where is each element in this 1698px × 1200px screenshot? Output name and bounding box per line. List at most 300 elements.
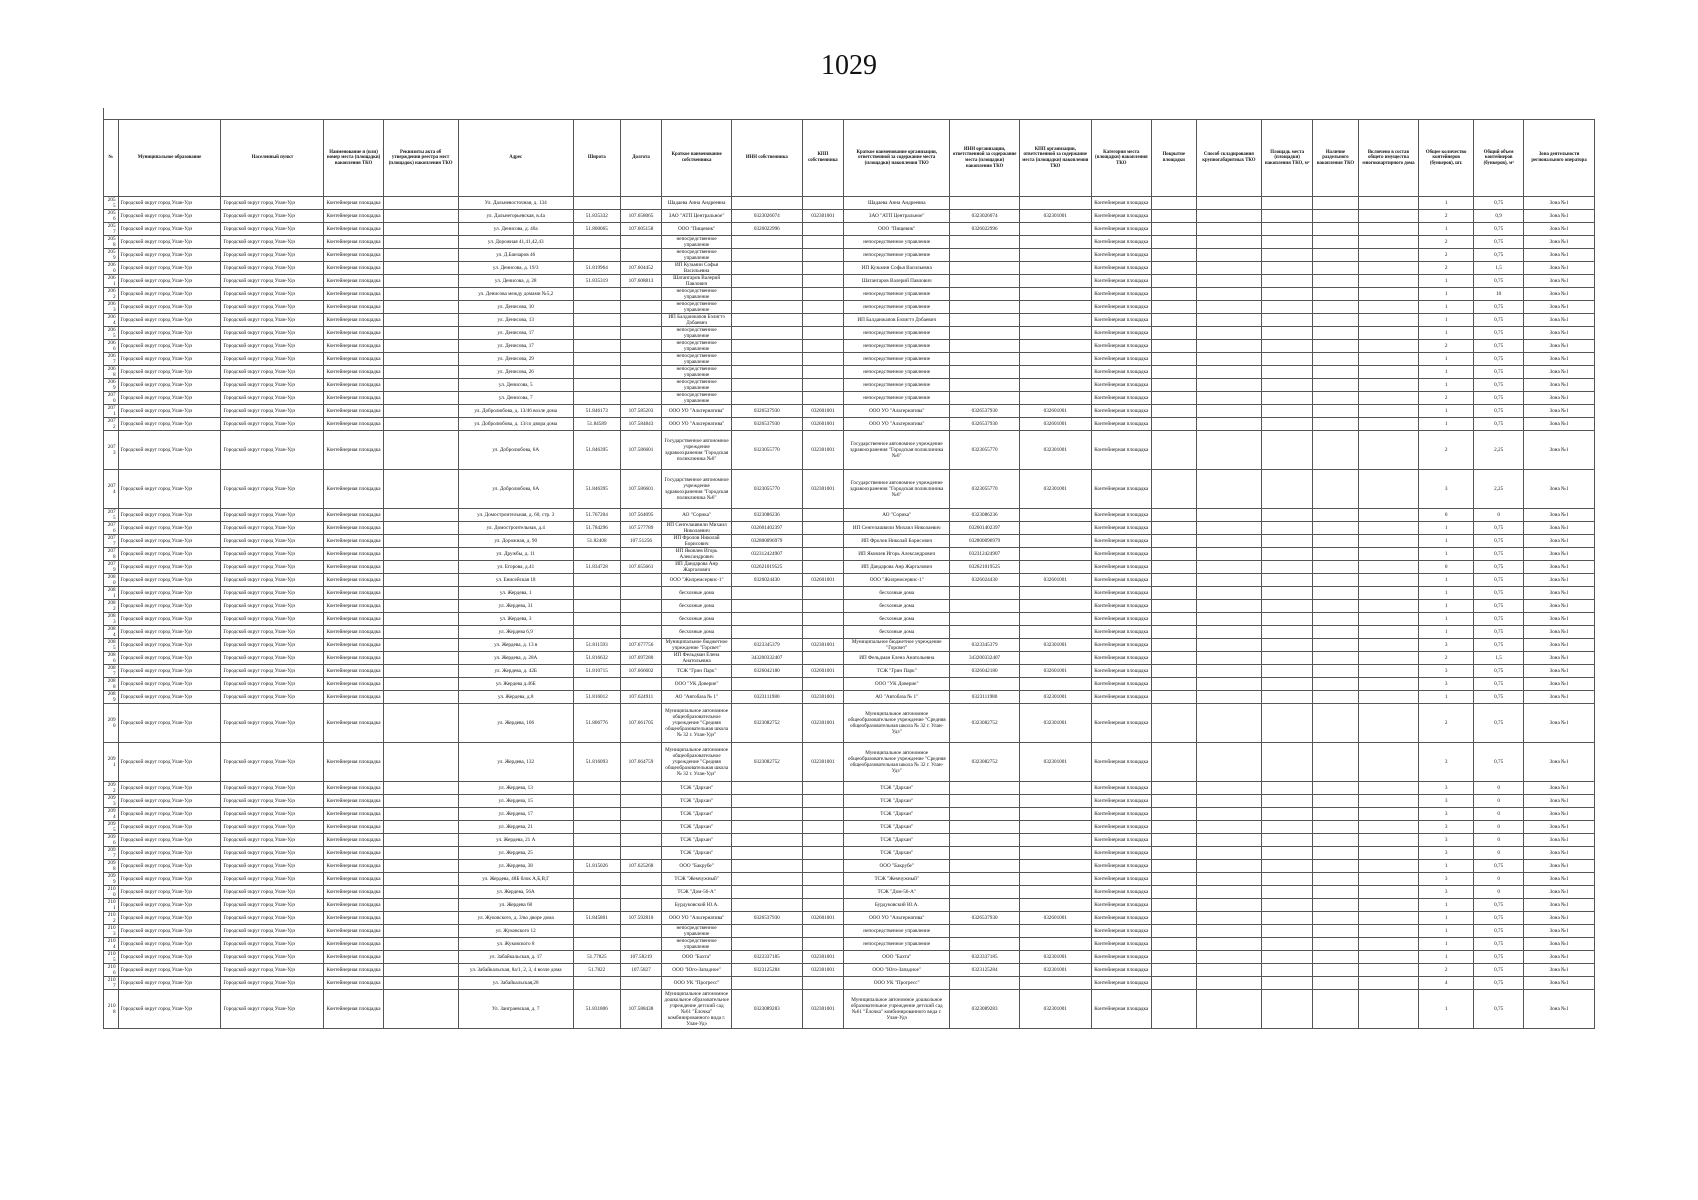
table-cell: Городской округ город Улан-Удэ <box>118 301 221 314</box>
table-cell <box>1196 899 1262 912</box>
table-cell: 1 <box>1419 379 1474 392</box>
table-cell: Городской округ город Улан-Удэ <box>118 925 221 938</box>
table-cell: 2 <box>1419 652 1474 665</box>
table-cell <box>383 405 458 418</box>
table-row <box>104 548 1595 561</box>
table-cell: 0 <box>1474 782 1524 795</box>
table-cell: 2099 <box>104 873 119 886</box>
table-cell: 0323345379 <box>950 639 1020 652</box>
table-cell: Городской округ город Улан-Удэ <box>221 912 324 925</box>
table-cell: Контейнерная площадка <box>324 509 383 522</box>
table-cell: ул. Денисова, 13 <box>458 314 573 327</box>
table-cell: Зона №1 <box>1524 223 1595 236</box>
table-cell <box>1262 938 1313 951</box>
table-cell: 0,75 <box>1474 938 1524 951</box>
table-cell: 032621019525 <box>731 561 802 574</box>
table-cell: 2103 <box>104 925 119 938</box>
table-cell: 1 <box>1419 366 1474 379</box>
table-cell <box>620 873 662 886</box>
table-cell: 1 <box>1419 938 1474 951</box>
table-cell: Городской округ город Улан-Удэ <box>118 574 221 587</box>
table-cell: 107.697280 <box>620 652 662 665</box>
table-cell: Зона №1 <box>1524 236 1595 249</box>
table-cell: 51.811593 <box>573 639 620 652</box>
table-cell: 2063 <box>104 301 119 314</box>
table-cell <box>1019 223 1091 236</box>
table-cell <box>1151 301 1196 314</box>
table-cell: Зона №1 <box>1524 431 1595 470</box>
table-cell: ул. Д.Банзаров 46 <box>458 249 573 262</box>
table-cell: Контейнерная площадка <box>324 782 383 795</box>
table-cell <box>1262 418 1313 431</box>
table-cell: Городской округ город Улан-Удэ <box>221 938 324 951</box>
table-cell: 0,75 <box>1474 951 1524 964</box>
table-cell <box>1019 379 1091 392</box>
table-cell <box>1358 704 1418 743</box>
table-cell <box>731 899 802 912</box>
table-cell: ул. Жердева д.46Б <box>458 678 573 691</box>
table-cell: 51.819964 <box>573 262 620 275</box>
table-cell: 0,75 <box>1474 964 1524 977</box>
table-cell <box>1262 301 1313 314</box>
table-cell <box>1151 509 1196 522</box>
table-cell: 2072 <box>104 418 119 431</box>
table-cell <box>573 366 620 379</box>
table-cell: 0326537930 <box>950 912 1020 925</box>
table-row <box>104 886 1595 899</box>
table-cell <box>383 652 458 665</box>
table-cell: Зона №1 <box>1524 600 1595 613</box>
table-cell: 0,75 <box>1474 561 1524 574</box>
table-cell <box>1151 561 1196 574</box>
table-cell: Городской округ город Улан-Удэ <box>221 275 324 288</box>
table-cell: ТСЖ "Дархан" <box>662 808 732 821</box>
table-cell: Контейнерная площадка <box>324 392 383 405</box>
table-cell <box>383 912 458 925</box>
table-cell: 032301001 <box>1019 431 1091 470</box>
table-row <box>104 964 1595 977</box>
table-cell <box>1313 288 1359 301</box>
table-cell: Городской округ город Улан-Удэ <box>221 834 324 847</box>
table-cell: 2079 <box>104 561 119 574</box>
table-cell: ул. Дорожная, д. 90 <box>458 535 573 548</box>
table-cell: непосредственное управление <box>844 301 950 314</box>
table-cell: Контейнерная площадка <box>1091 236 1151 249</box>
table-cell: 51.82408 <box>573 535 620 548</box>
table-cell <box>1358 366 1418 379</box>
table-cell: Контейнерная площадка <box>1091 275 1151 288</box>
table-cell <box>1151 873 1196 886</box>
table-cell: ТСЖ "Дархан" <box>662 847 732 860</box>
table-cell <box>1019 262 1091 275</box>
table-cell <box>383 873 458 886</box>
table-cell <box>620 795 662 808</box>
table-cell: ТСЖ "Дархан" <box>662 795 732 808</box>
table-cell: Контейнерная площадка <box>324 600 383 613</box>
table-cell <box>1262 912 1313 925</box>
table-cell: 0,75 <box>1474 236 1524 249</box>
table-cell <box>1151 587 1196 600</box>
table-cell <box>620 379 662 392</box>
table-cell <box>1358 821 1418 834</box>
table-cell <box>1196 587 1262 600</box>
table-cell <box>383 561 458 574</box>
table-cell <box>383 327 458 340</box>
table-cell <box>1358 743 1418 782</box>
table-cell: 0,75 <box>1474 691 1524 704</box>
table-cell <box>1313 236 1359 249</box>
table-cell: непосредственное управление <box>844 938 950 951</box>
table-cell <box>1358 990 1418 1029</box>
table-row <box>104 223 1595 236</box>
table-cell: Городской округ город Улан-Удэ <box>221 314 324 327</box>
table-cell <box>620 678 662 691</box>
table-cell: 0323055770 <box>731 470 802 509</box>
table-cell: Городской округ город Улан-Удэ <box>221 847 324 860</box>
table-cell <box>1262 613 1313 626</box>
table-cell <box>1019 860 1091 873</box>
table-cell: 032301001 <box>1019 743 1091 782</box>
table-cell <box>1313 249 1359 262</box>
table-cell <box>802 795 844 808</box>
table-cell: Городской округ город Улан-Удэ <box>118 262 221 275</box>
table-cell <box>1358 626 1418 639</box>
table-cell <box>802 782 844 795</box>
table-cell: Зона №1 <box>1524 873 1595 886</box>
table-cell: Городской округ город Улан-Удэ <box>221 925 324 938</box>
table-cell <box>1196 639 1262 652</box>
table-cell: 032301001 <box>802 743 844 782</box>
table-cell <box>1019 626 1091 639</box>
table-cell: 2070 <box>104 392 119 405</box>
table-cell <box>1151 327 1196 340</box>
table-cell: ИП Фролов Николай Борисович <box>844 535 950 548</box>
table-cell: Контейнерная площадка <box>1091 613 1151 626</box>
table-cell: 0,75 <box>1474 379 1524 392</box>
table-cell: Контейнерная площадка <box>324 470 383 509</box>
table-cell: 107.577789 <box>620 522 662 535</box>
table-cell <box>1196 574 1262 587</box>
table-cell <box>1358 288 1418 301</box>
table-cell <box>1019 314 1091 327</box>
table-cell <box>1358 678 1418 691</box>
table-cell <box>620 366 662 379</box>
table-cell <box>383 626 458 639</box>
table-cell: ул. Жердева, 21 А <box>458 834 573 847</box>
table-cell <box>620 301 662 314</box>
table-cell: ООО "Юго-Западное" <box>662 964 732 977</box>
table-cell <box>383 340 458 353</box>
table-cell <box>1151 938 1196 951</box>
table-cell: 2087 <box>104 665 119 678</box>
table-cell: ул. Жердева, 106 <box>458 704 573 743</box>
table-cell: Контейнерная площадка <box>324 301 383 314</box>
table-cell: Контейнерная площадка <box>324 275 383 288</box>
table-cell <box>1313 561 1359 574</box>
table-cell: 107.677756 <box>620 639 662 652</box>
table-cell <box>1196 561 1262 574</box>
table-cell <box>1262 262 1313 275</box>
table-cell: ул. Жердева, д. 13 в <box>458 639 573 652</box>
table-cell <box>1151 431 1196 470</box>
table-cell: Городской округ город Улан-Удэ <box>221 366 324 379</box>
table-cell <box>1151 366 1196 379</box>
table-cell: 032301001 <box>802 470 844 509</box>
table-cell: 032301001 <box>1019 964 1091 977</box>
table-cell: ул. Денисова, д. 28 <box>458 275 573 288</box>
table-cell: Контейнерная площадка <box>324 821 383 834</box>
table-cell: 1 <box>1419 288 1474 301</box>
table-cell: ТСЖ "Дархан" <box>844 808 950 821</box>
table-cell: Городской округ город Улан-Удэ <box>221 262 324 275</box>
table-cell: 032601001 <box>802 912 844 925</box>
table-cell <box>1262 405 1313 418</box>
table-cell: Контейнерная площадка <box>324 899 383 912</box>
table-cell: Городской округ город Улан-Удэ <box>221 691 324 704</box>
table-cell <box>1151 652 1196 665</box>
table-cell: 2,25 <box>1474 431 1524 470</box>
table-cell <box>1358 964 1418 977</box>
table-cell: Государственное автономное учреждение здравоохранения "Городская поликлиника №6" <box>662 470 732 509</box>
table-cell: 2,25 <box>1474 470 1524 509</box>
table-cell: ООО УК "Прогресс" <box>662 977 732 990</box>
table-cell <box>573 821 620 834</box>
table-cell <box>383 379 458 392</box>
table-cell: Контейнерная площадка <box>1091 548 1151 561</box>
table-cell <box>1151 288 1196 301</box>
table-cell: 51.7822 <box>573 964 620 977</box>
table-cell: ТСЖ "Грин Парк" <box>844 665 950 678</box>
table-cell: 51.831806 <box>573 990 620 1029</box>
table-cell: Муниципальное бюджетное учреждение "Горсвет" <box>662 639 732 652</box>
table-cell: 032301001 <box>802 964 844 977</box>
table-cell: Контейнерная площадка <box>324 886 383 899</box>
table-cell: 0323082752 <box>731 743 802 782</box>
table-cell <box>1019 886 1091 899</box>
table-cell <box>1196 782 1262 795</box>
table-cell: Городской округ город Улан-Удэ <box>118 210 221 223</box>
table-cell <box>731 873 802 886</box>
table-cell: ТСЖ "Дархан" <box>844 782 950 795</box>
table-cell: 1 <box>1419 951 1474 964</box>
table-cell <box>1196 964 1262 977</box>
table-cell <box>1151 340 1196 353</box>
table-cell <box>1262 288 1313 301</box>
table-cell: Контейнерная площадка <box>1091 782 1151 795</box>
table-cell: непосредственное управление <box>662 925 732 938</box>
table-cell: Городской округ город Улан-Удэ <box>118 860 221 873</box>
column-header: Категория места (площадки) накопления ТКО <box>1091 120 1151 197</box>
table-cell: Городской округ город Улан-Удэ <box>118 977 221 990</box>
table-cell: 3 <box>1419 834 1474 847</box>
table-row <box>104 314 1595 327</box>
table-cell <box>1313 574 1359 587</box>
column-header: Адрес <box>458 120 573 197</box>
table-cell: Контейнерная площадка <box>324 652 383 665</box>
table-cell <box>950 678 1020 691</box>
table-cell <box>1313 899 1359 912</box>
table-cell <box>1313 522 1359 535</box>
table-cell <box>1262 223 1313 236</box>
table-cell <box>1262 860 1313 873</box>
table-cell: ООО УО "Альтернатива" <box>662 912 732 925</box>
table-cell: непосредственное управление <box>844 340 950 353</box>
table-cell <box>1262 509 1313 522</box>
table-row <box>104 782 1595 795</box>
table-cell <box>1151 249 1196 262</box>
table-cell: Городской округ город Улан-Удэ <box>118 353 221 366</box>
table-cell: Городской округ город Улан-Удэ <box>118 379 221 392</box>
table-cell <box>1196 327 1262 340</box>
table-cell: Городской округ город Улан-Удэ <box>118 275 221 288</box>
table-cell <box>950 327 1020 340</box>
table-cell <box>1019 873 1091 886</box>
table-cell: Контейнерная площадка <box>324 795 383 808</box>
table-cell: Городской округ город Улан-Удэ <box>221 964 324 977</box>
table-cell: 0,75 <box>1474 587 1524 600</box>
table-cell: Контейнерная площадка <box>324 522 383 535</box>
table-cell: Городской округ город Улан-Удэ <box>221 704 324 743</box>
table-cell: 0326537930 <box>950 418 1020 431</box>
table-cell: Контейнерная площадка <box>324 210 383 223</box>
table-cell <box>1151 795 1196 808</box>
table-cell <box>620 782 662 795</box>
table-cell <box>1262 561 1313 574</box>
table-cell: ул. Жуковского 8 <box>458 938 573 951</box>
table-cell: 0,75 <box>1474 626 1524 639</box>
table-cell: Ул. Дальневосточная, д. 134 <box>458 197 573 210</box>
table-cell <box>1262 964 1313 977</box>
table-cell <box>383 990 458 1029</box>
table-cell <box>802 873 844 886</box>
table-cell: Контейнерная площадка <box>1091 197 1151 210</box>
table-cell: Контейнерная площадка <box>324 977 383 990</box>
table-row <box>104 977 1595 990</box>
table-cell <box>1196 249 1262 262</box>
table-cell: Городской округ город Улан-Удэ <box>221 522 324 535</box>
table-cell: ТСЖ "Жемчужный" <box>844 873 950 886</box>
table-cell: 032301001 <box>802 990 844 1029</box>
table-cell: 032301001 <box>802 704 844 743</box>
table-cell <box>731 886 802 899</box>
table-cell: 51.815026 <box>573 860 620 873</box>
table-cell: 107.608813 <box>620 275 662 288</box>
table-cell: 0,75 <box>1474 535 1524 548</box>
table-cell: 2083 <box>104 613 119 626</box>
table-cell: ул. Денисова, д. 19/3 <box>458 262 573 275</box>
table-cell: 2056 <box>104 210 119 223</box>
table-cell: 2105 <box>104 951 119 964</box>
table-cell <box>1196 652 1262 665</box>
table-cell: Зона №1 <box>1524 691 1595 704</box>
table-cell <box>1196 912 1262 925</box>
table-cell <box>1196 405 1262 418</box>
table-cell: 032601001 <box>802 574 844 587</box>
table-cell <box>383 782 458 795</box>
table-cell: Зона №1 <box>1524 678 1595 691</box>
table-cell <box>1019 366 1091 379</box>
table-cell: Зона №1 <box>1524 574 1595 587</box>
table-cell: Муниципальное автономное общеобразовательное учреждение "Средняя общеобразовательная школа № 32 г. Улан-Удэ" <box>844 743 950 782</box>
table-cell: 2 <box>1419 340 1474 353</box>
table-cell <box>573 873 620 886</box>
table-cell <box>1313 964 1359 977</box>
table-cell: 2106 <box>104 964 119 977</box>
table-cell: 3 <box>1419 886 1474 899</box>
table-cell: Городской округ город Улан-Удэ <box>221 288 324 301</box>
table-row <box>104 860 1595 873</box>
table-cell: 2108 <box>104 990 119 1029</box>
table-cell: 2095 <box>104 821 119 834</box>
table-cell: ул. Жердева, д. 28А <box>458 652 573 665</box>
table-cell <box>1313 808 1359 821</box>
column-header: № <box>104 120 119 197</box>
table-cell <box>1196 366 1262 379</box>
table-row <box>104 418 1595 431</box>
table-cell <box>950 834 1020 847</box>
table-cell: ЗАО "АТП Центральное" <box>662 210 732 223</box>
table-cell: ООО "Бакрубе" <box>662 860 732 873</box>
table-cell: непосредственное управление <box>662 236 732 249</box>
table-cell: ТСЖ "Дархан" <box>662 821 732 834</box>
table-cell: Зона №1 <box>1524 509 1595 522</box>
table-cell: Зона №1 <box>1524 418 1595 431</box>
table-cell <box>731 847 802 860</box>
table-cell <box>620 626 662 639</box>
table-cell <box>1262 210 1313 223</box>
table-cell <box>1262 691 1313 704</box>
table-cell: 0 <box>1474 821 1524 834</box>
table-row <box>104 847 1595 860</box>
table-cell: Городской округ город Улан-Удэ <box>118 509 221 522</box>
table-cell <box>383 886 458 899</box>
table-cell <box>1262 886 1313 899</box>
table-cell: Городской округ город Улан-Удэ <box>118 535 221 548</box>
table-header <box>104 120 1595 197</box>
table-cell <box>1262 795 1313 808</box>
table-cell: бесхозные дома <box>662 626 732 639</box>
table-row <box>104 522 1595 535</box>
table-cell: 1 <box>1419 197 1474 210</box>
table-cell: Контейнерная площадка <box>1091 899 1151 912</box>
table-cell: Городской округ город Улан-Удэ <box>118 873 221 886</box>
table-cell: ул. Забайкальская,28 <box>458 977 573 990</box>
table-cell <box>1196 275 1262 288</box>
table-cell: Зона №1 <box>1524 288 1595 301</box>
column-header: ИНН организации, ответственной за содержание места (площадки) накопления ТКО <box>950 120 1020 197</box>
table-cell <box>802 327 844 340</box>
table-cell <box>1358 834 1418 847</box>
table-cell: 2104 <box>104 938 119 951</box>
table-cell: Контейнерная площадка <box>324 990 383 1029</box>
table-cell: 2080 <box>104 574 119 587</box>
table-cell <box>1019 977 1091 990</box>
table-cell: ООО "УК Доверие" <box>844 678 950 691</box>
table-cell <box>1151 964 1196 977</box>
table-cell <box>1196 509 1262 522</box>
table-cell: Контейнерная площадка <box>324 834 383 847</box>
table-cell <box>383 548 458 561</box>
table-cell <box>1262 626 1313 639</box>
table-cell: 0,75 <box>1474 574 1524 587</box>
table-cell: ИП Балданжапов Бэлигтэ Дэбаевич <box>844 314 950 327</box>
table-cell: Зона №1 <box>1524 405 1595 418</box>
table-cell: Контейнерная площадка <box>1091 652 1151 665</box>
table-cell <box>802 938 844 951</box>
table-cell: Городской округ город Улан-Удэ <box>118 548 221 561</box>
table-cell <box>1196 470 1262 509</box>
table-cell: Зона №1 <box>1524 847 1595 860</box>
